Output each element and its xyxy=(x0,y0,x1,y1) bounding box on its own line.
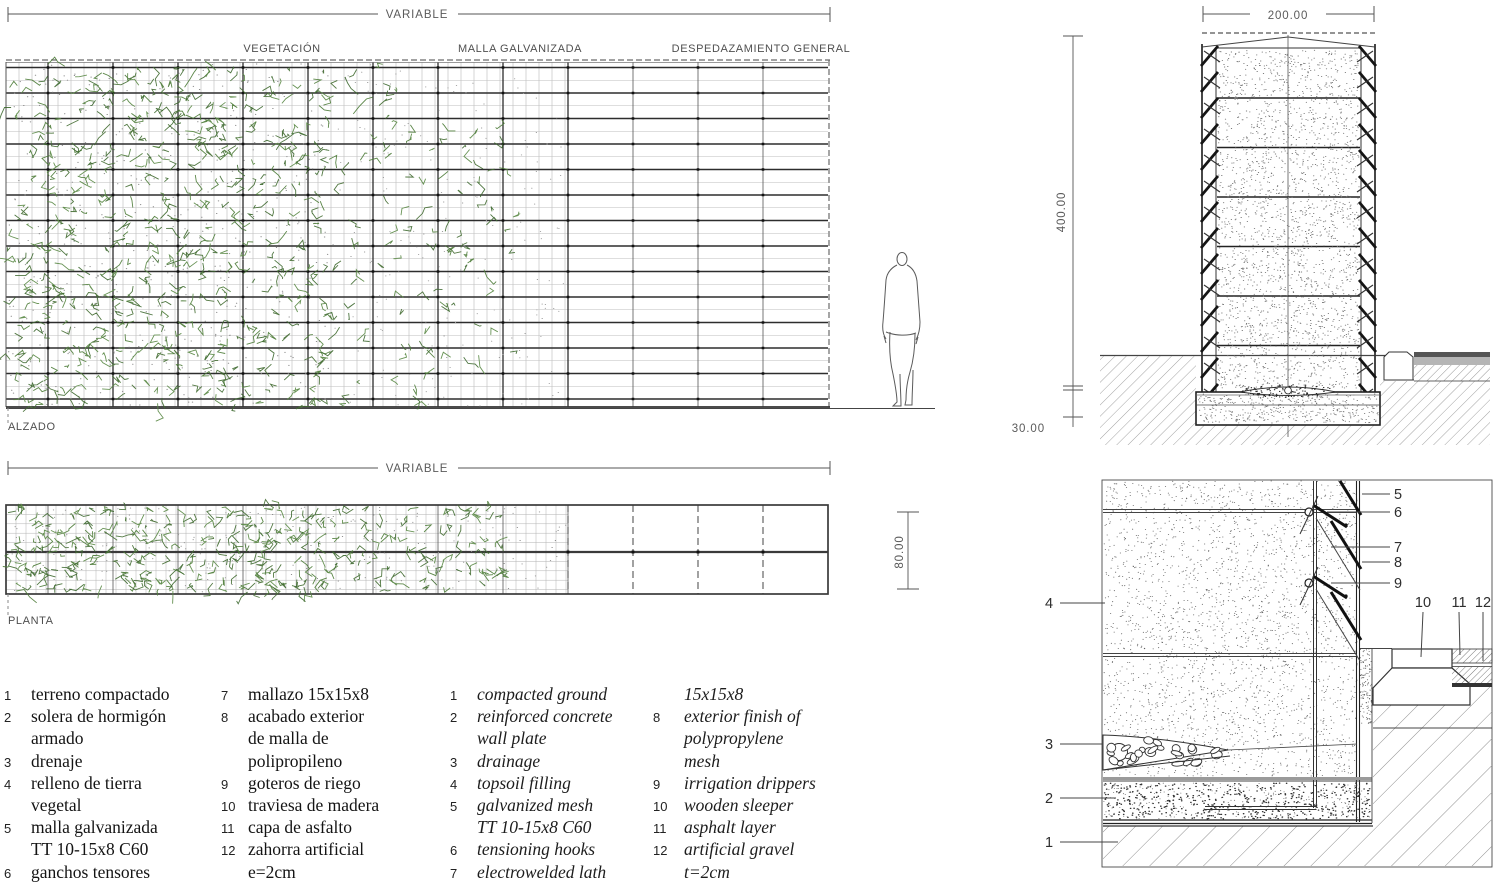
legend-item-line xyxy=(653,817,868,839)
legend-item-text: compacted ground xyxy=(477,684,608,704)
callout-8: 8 xyxy=(1394,555,1403,571)
section-height-dimension: 400.00 xyxy=(1056,191,1068,233)
plan-drawing xyxy=(3,461,919,618)
legend-item-text: galvanized mesh xyxy=(477,794,594,815)
legend-item-line xyxy=(450,684,665,706)
legend-item-number: 12 xyxy=(653,843,668,859)
legend-item-text: asphalt layer xyxy=(684,817,776,838)
legend-item-line xyxy=(450,728,665,750)
plan-caption: PLANTA xyxy=(8,615,54,627)
legend-item-text: polypropylene xyxy=(684,728,784,749)
section-drawing xyxy=(1063,6,1490,445)
callout-12: 12 xyxy=(1474,595,1492,611)
elevation-width-dimension: VARIABLE xyxy=(385,9,449,21)
legend-item-text: drenaje xyxy=(31,750,83,771)
legend-item-number: 9 xyxy=(221,776,229,792)
legend-item-text: ganchos tensores xyxy=(31,861,151,882)
plan-depth-dimension: 80.00 xyxy=(894,535,906,569)
callout-11: 11 xyxy=(1451,595,1467,611)
legend-item-text: drainage xyxy=(477,750,541,771)
legend-item-line xyxy=(4,728,219,750)
legend-item-number: 11 xyxy=(221,821,235,837)
legend-item-number: 2 xyxy=(4,710,12,726)
legend-item-line xyxy=(450,751,665,773)
legend-item-text: topsoil filling xyxy=(477,772,571,793)
legend-item-number: 10 xyxy=(653,798,668,814)
elevation-label-breakdown: DESPEDAZAMIENTO GENERAL xyxy=(671,43,851,55)
legend-item-number: 4 xyxy=(450,776,458,792)
callout-2: 2 xyxy=(1044,791,1054,807)
legend-column-spanish-2 xyxy=(221,684,436,884)
callout-5: 5 xyxy=(1394,487,1403,503)
section-width-dimension: 200.00 xyxy=(1267,10,1309,22)
legend-item-number: 9 xyxy=(653,776,661,792)
detail-drawing xyxy=(1060,480,1492,867)
legend-item-line xyxy=(221,751,436,773)
legend-item-line xyxy=(4,684,219,706)
legend-item-number: 1 xyxy=(450,688,458,703)
legend-item-line xyxy=(450,773,665,795)
legend-item-text: irrigation drippers xyxy=(684,772,816,793)
legend-item-text: TT 10-15x8 C60 xyxy=(31,839,149,860)
legend-item-line xyxy=(653,751,868,773)
legend-item-text: wall plate xyxy=(477,728,547,749)
legend-item-line xyxy=(221,839,436,861)
callout-1: 1 xyxy=(1044,835,1054,851)
legend-item-text: armado xyxy=(31,728,84,749)
legend-item-line xyxy=(653,706,868,728)
plan-width-dimension: VARIABLE xyxy=(385,463,449,475)
legend-item-number: 5 xyxy=(450,798,458,814)
legend-item-text: vegetal xyxy=(31,794,82,815)
legend-item-line xyxy=(450,839,665,861)
legend-item-line xyxy=(653,684,868,706)
callout-3: 3 xyxy=(1044,737,1054,753)
legend-item-line xyxy=(450,706,665,728)
callout-10: 10 xyxy=(1414,595,1432,611)
legend-item-line xyxy=(4,751,219,773)
callout-9: 9 xyxy=(1394,576,1403,592)
legend-item-text: e=2cm xyxy=(248,861,296,882)
legend-item-text: capa de asfalto xyxy=(248,817,352,838)
legend-item-number: 6 xyxy=(450,843,458,859)
legend-item-text: wooden sleeper xyxy=(684,794,794,815)
legend-item-number: 2 xyxy=(450,710,458,726)
legend-item-line xyxy=(221,817,436,839)
legend-item-number: 11 xyxy=(653,821,667,837)
elevation-label-vegetation: VEGETACIÓN xyxy=(243,43,321,55)
legend-item-text: zahorra artificial xyxy=(248,839,365,860)
legend-item-number: 10 xyxy=(221,798,236,814)
legend-item-line xyxy=(450,795,665,817)
legend-item-number: 4 xyxy=(4,776,12,792)
legend-item-text: acabado exterior xyxy=(248,706,365,727)
legend-item-number: 1 xyxy=(4,688,12,703)
legend-item-line xyxy=(221,706,436,728)
legend-item-text: tensioning hooks xyxy=(477,839,596,860)
legend-item-text: goteros de riego xyxy=(248,772,361,793)
human-scale-figure xyxy=(883,253,920,407)
legend-item-line xyxy=(221,862,436,884)
legend-item-line xyxy=(450,817,665,839)
legend-item-line xyxy=(4,795,219,817)
legend-item-text: solera de hormigón xyxy=(31,706,167,727)
legend-item-line xyxy=(4,862,219,884)
legend-item-line xyxy=(653,773,868,795)
legend xyxy=(0,684,900,892)
legend-column-english-1 xyxy=(450,684,665,884)
legend-item-line xyxy=(221,728,436,750)
legend-item-number: 3 xyxy=(4,754,12,770)
callout-4: 4 xyxy=(1044,596,1054,612)
legend-item-text: mesh xyxy=(684,750,720,771)
legend-item-text: traviesa de madera xyxy=(248,794,380,815)
legend-item-line xyxy=(221,795,436,817)
legend-item-line xyxy=(653,839,868,861)
legend-item-line xyxy=(653,862,868,884)
section-footing-dimension: 30.00 xyxy=(1011,423,1045,435)
legend-item-text: mallazo 15x15x8 xyxy=(248,684,370,704)
legend-item-text: polipropileno xyxy=(248,750,343,771)
legend-item-number: 3 xyxy=(450,754,458,770)
legend-column-spanish-1 xyxy=(4,684,219,884)
callout-6: 6 xyxy=(1394,505,1403,521)
legend-item-number: 7 xyxy=(450,865,458,881)
legend-item-line xyxy=(653,795,868,817)
legend-item-text: relleno de tierra xyxy=(31,772,142,793)
legend-item-text: 15x15x8 xyxy=(684,684,744,704)
legend-item-line xyxy=(4,706,219,728)
legend-item-text: terreno compactado xyxy=(31,684,170,704)
legend-item-text: de malla de xyxy=(248,728,329,749)
legend-item-line xyxy=(4,773,219,795)
legend-item-number: 12 xyxy=(221,843,236,859)
legend-item-text: electrowelded lath xyxy=(477,861,607,882)
legend-item-line xyxy=(4,839,219,861)
legend-item-line xyxy=(221,773,436,795)
legend-item-text: artificial gravel xyxy=(684,839,795,860)
callout-7: 7 xyxy=(1394,540,1403,556)
legend-item-text: reinforced concrete xyxy=(477,706,613,727)
legend-item-line xyxy=(653,728,868,750)
legend-item-number: 7 xyxy=(221,688,229,703)
legend-item-number: 8 xyxy=(653,710,661,726)
legend-item-line xyxy=(4,817,219,839)
legend-item-line xyxy=(221,684,436,706)
legend-item-number: 6 xyxy=(4,865,12,881)
legend-item-line xyxy=(450,862,665,884)
legend-item-number: 5 xyxy=(4,821,12,837)
legend-item-text: t=2cm xyxy=(684,861,730,882)
legend-item-text: exterior finish of xyxy=(684,706,801,727)
elevation-caption: ALZADO xyxy=(8,421,56,433)
elevation-label-galvanized-mesh: MALLA GALVANIZADA xyxy=(457,43,583,55)
legend-item-text: malla galvanizada xyxy=(31,817,158,838)
legend-item-number: 8 xyxy=(221,710,229,726)
elevation-drawing xyxy=(0,7,935,424)
legend-column-english-2 xyxy=(653,684,868,884)
legend-item-text: TT 10-15x8 C60 xyxy=(477,817,592,838)
